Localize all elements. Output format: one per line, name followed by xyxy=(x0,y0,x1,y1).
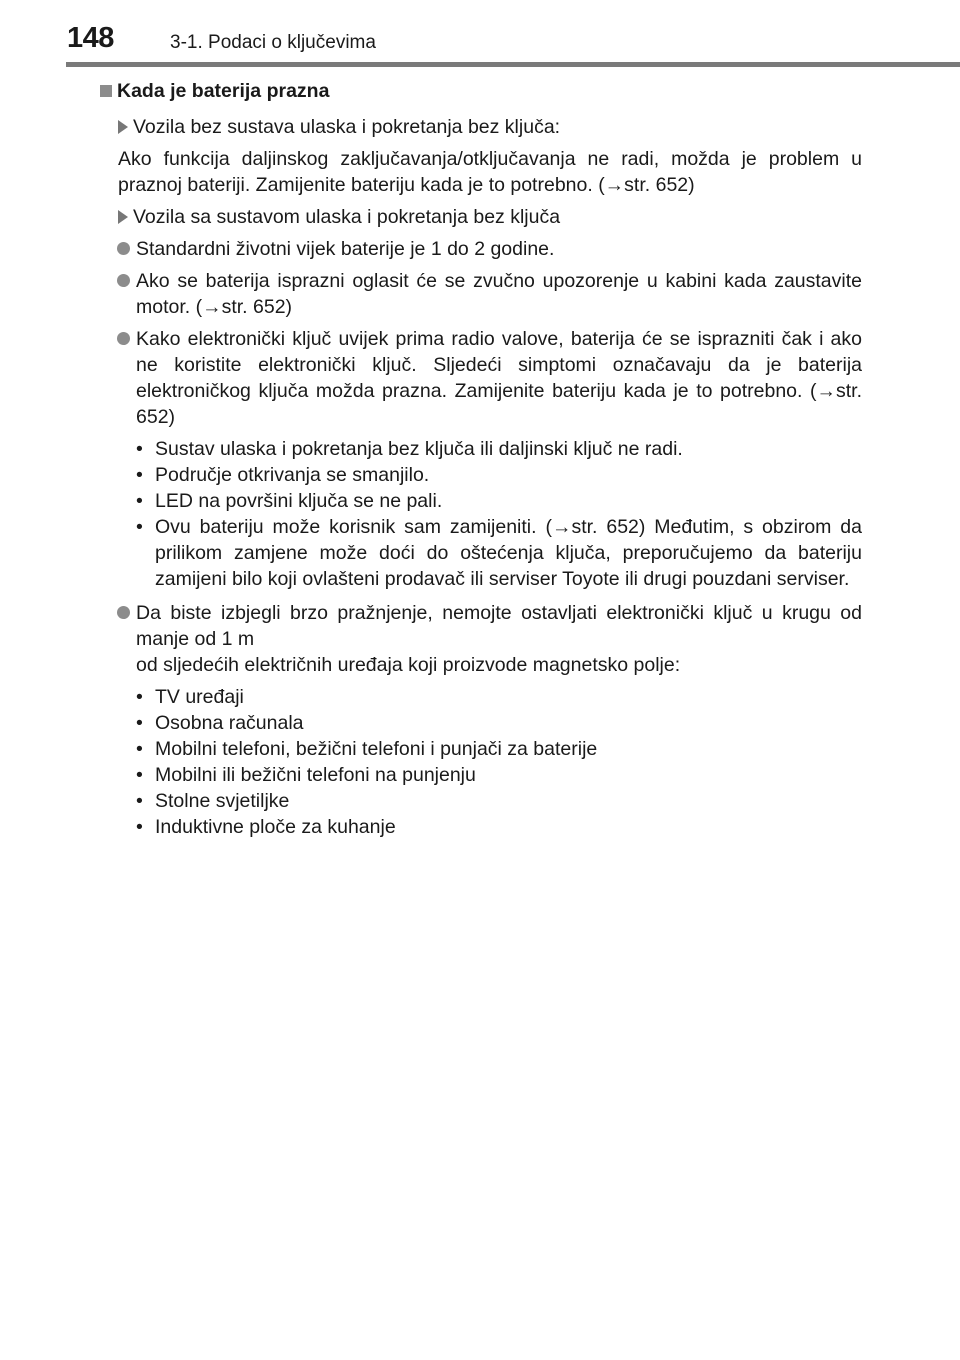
square-bullet-icon xyxy=(100,85,112,97)
symptom-text: Sustav ulaska i pokretanja bez ključa ili daljinski ključ ne radi. xyxy=(155,438,683,460)
device-item xyxy=(136,684,862,710)
list-item xyxy=(100,268,862,320)
list-item-line: Da biste izbjegli brzo pražnjenje, nemojte ostavljati elektronički ključ u krugu od manje od 1 m xyxy=(136,602,862,650)
circle-bullet-icon xyxy=(117,274,130,287)
subheading-smart-key xyxy=(100,204,862,230)
bullet: • xyxy=(136,816,143,838)
bullet: • xyxy=(136,790,143,812)
triangle-bullet-icon xyxy=(118,210,128,224)
symptom-text: LED na površini ključa se ne pali. xyxy=(155,490,443,512)
symptom-item xyxy=(136,488,862,514)
device-text: Osobna računala xyxy=(155,712,304,734)
list-item xyxy=(100,600,862,678)
symptom-list xyxy=(100,436,862,592)
symptom-item xyxy=(136,436,862,462)
device-text: TV uređaji xyxy=(155,686,244,708)
section-title: 3-1. Podaci o ključevima xyxy=(170,32,376,53)
subheading-text: Vozila sa sustavom ulaska i pokretanja bez ključa xyxy=(133,206,561,228)
bullet: • xyxy=(136,712,143,734)
list-item xyxy=(100,326,862,430)
list-item-text: Ako se baterija isprazni oglasit će se zvučno upozorenje u kabini kada zaustavite motor. (→str. 652) xyxy=(136,270,862,318)
circle-bullet-icon xyxy=(117,242,130,255)
section-heading-text: Kada je baterija prazna xyxy=(117,80,330,102)
device-list xyxy=(100,684,862,840)
page-number: 148 xyxy=(67,22,114,54)
list-item-text: Standardni životni vijek baterije je 1 do 2 godine. xyxy=(136,238,555,260)
paragraph-remote-lock: Ako funkcija daljinskog zaključavanja/otključavanja ne radi, možda je problem u praznoj bateriji. Zamijenite bateriju kada je to potrebno. (→str. 652) xyxy=(118,148,862,196)
subheading-no-smart-key xyxy=(100,114,862,140)
list-item xyxy=(100,236,862,262)
page-header xyxy=(0,0,960,66)
bullet: • xyxy=(136,686,143,708)
device-item xyxy=(136,814,862,840)
bullet: • xyxy=(136,516,143,538)
symptom-item xyxy=(136,514,862,592)
header-divider xyxy=(66,62,960,67)
device-item xyxy=(136,762,862,788)
circle-bullet-icon xyxy=(117,332,130,345)
device-text: Mobilni ili bežični telefoni na punjenju xyxy=(155,764,476,786)
circle-bullet-icon xyxy=(117,606,130,619)
symptom-item xyxy=(136,462,862,488)
device-item xyxy=(136,736,862,762)
bullet: • xyxy=(136,438,143,460)
bullet: • xyxy=(136,464,143,486)
section-heading xyxy=(100,76,862,106)
symptom-text: Područje otkrivanja se smanjilo. xyxy=(155,464,430,486)
bullet: • xyxy=(136,764,143,786)
list-item-text: Kako elektronički ključ uvijek prima radio valove, baterija će se isprazniti čak i ako ne koristite elektronički ključ. Sljedeći simptomi označavaju da je baterija elektroničkog ključa možda prazna. Zamijenite bateriju kada je to potrebno. (→str. 652) xyxy=(136,328,862,428)
device-text: Mobilni telefoni, bežični telefoni i punjači za baterije xyxy=(155,738,598,760)
triangle-bullet-icon xyxy=(118,120,128,134)
list-item-text xyxy=(136,600,862,678)
bullet: • xyxy=(136,738,143,760)
list-item-line: od sljedećih električnih uređaja koji proizvode magnetsko polje: xyxy=(136,654,681,676)
page-content xyxy=(100,76,862,848)
symptom-text: Ovu bateriju može korisnik sam zamijeniti. (→str. 652) Međutim, s obzirom da prilikom zamjene može doći do oštećenja ključa, preporučujemo da bateriju zamijeni bilo koji ovlašteni prodavač ili serviser Toyote ili drugi pouzdani serviser. xyxy=(155,516,862,590)
subheading-text: Vozila bez sustava ulaska i pokretanja bez ključa: xyxy=(133,116,561,138)
device-text: Induktivne ploče za kuhanje xyxy=(155,816,396,838)
device-text: Stolne svjetiljke xyxy=(155,790,290,812)
device-item xyxy=(136,788,862,814)
device-item xyxy=(136,710,862,736)
bullet: • xyxy=(136,490,143,512)
